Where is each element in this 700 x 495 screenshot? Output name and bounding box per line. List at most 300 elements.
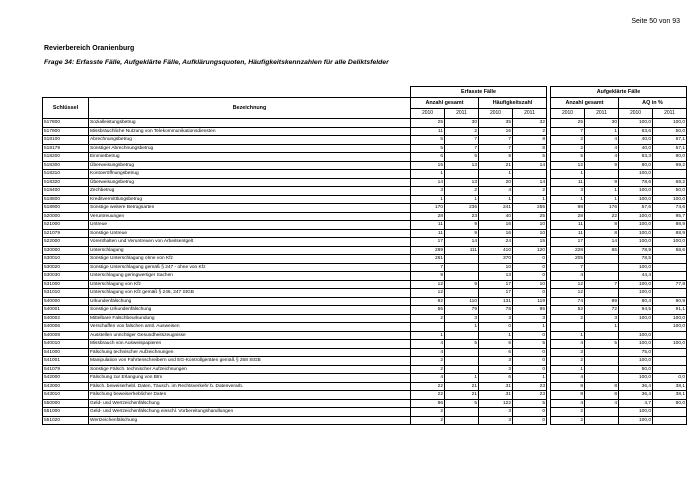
aq-2011 bbox=[653, 416, 687, 425]
aufgeklaert-2011: 65 bbox=[585, 246, 619, 255]
desc-cell: Missbräuchliche Nutzung von Telekommunikationsdiensten bbox=[89, 127, 411, 136]
desc-cell: Verschaffen von falschen amtl. Ausweisen bbox=[89, 323, 411, 332]
year-header: 2010 bbox=[411, 109, 445, 119]
hz-2010: 1 bbox=[479, 170, 513, 179]
aq-2010: 100,0 bbox=[619, 263, 653, 272]
erfasst-2011: 110 bbox=[445, 297, 479, 306]
table-row bbox=[43, 212, 687, 221]
aufgeklaert-2010: 1 bbox=[551, 331, 585, 340]
erfasst-2011: 9 bbox=[445, 221, 479, 230]
key-cell: 521000 bbox=[43, 221, 89, 230]
aq-2010: 100,0 bbox=[619, 340, 653, 349]
table-row bbox=[43, 170, 687, 179]
key-cell: 517900 bbox=[43, 127, 89, 136]
aufgeklaert-2010: 28 bbox=[551, 212, 585, 221]
table-row bbox=[43, 144, 687, 153]
aq-2011: 74,6 bbox=[653, 204, 687, 213]
aufgeklaert-2010: 4 bbox=[551, 374, 585, 383]
hz-2011: 5 bbox=[513, 153, 547, 162]
erfasst-2011: 30 bbox=[445, 119, 479, 128]
hz-2010: 13 bbox=[479, 272, 513, 281]
aq-2011: 100,0 bbox=[653, 238, 687, 247]
erfasst-2011: 79 bbox=[445, 306, 479, 315]
aq-2011: 69,2 bbox=[653, 161, 687, 170]
desc-cell: Veruntreuungen bbox=[89, 212, 411, 221]
aufgeklaert-2011: 30 bbox=[585, 119, 619, 128]
aq-2010: 100,0 bbox=[619, 416, 653, 425]
table-row bbox=[43, 195, 687, 204]
table-row bbox=[43, 306, 687, 315]
aq-2011: 88,9 bbox=[653, 229, 687, 238]
aq-2010: 36,4 bbox=[619, 391, 653, 400]
aufgeklaert-2010: 3 bbox=[551, 348, 585, 357]
aufgeklaert-2011 bbox=[585, 263, 619, 272]
aufgeklaert-2010: 11 bbox=[551, 178, 585, 187]
aq-2010: 80,0 bbox=[619, 161, 653, 170]
year-header: 2011 bbox=[513, 109, 547, 119]
desc-cell: Fälschung technischer Aufzeichnungen bbox=[89, 348, 411, 357]
aufgeklaert-2011: 1 bbox=[585, 187, 619, 196]
hz-2011: 85 bbox=[513, 306, 547, 315]
erfasst-2011: 23 bbox=[445, 212, 479, 221]
hz-2011: 0 bbox=[513, 272, 547, 281]
table-row bbox=[43, 136, 687, 145]
hz-2011: 10 bbox=[513, 280, 547, 289]
aufgeklaert-2010: 11 bbox=[551, 221, 585, 230]
hz-2011: 23 bbox=[513, 391, 547, 400]
erfasst-2011: 1 bbox=[445, 195, 479, 204]
erfasst-2010: 86 bbox=[411, 399, 445, 408]
key-cell: 518320 bbox=[43, 178, 89, 187]
aufgeklaert-2010: 2 bbox=[551, 136, 585, 145]
desc-cell: Geld- und Wertzeichenfälschung einschl. Vorbereitungshandlungen bbox=[89, 408, 411, 417]
aq-2010: 100,0 bbox=[619, 212, 653, 221]
aq-2011: 80,0 bbox=[653, 153, 687, 162]
aufgeklaert-2011 bbox=[585, 289, 619, 298]
hz-2010: 17 bbox=[479, 280, 513, 289]
desc-cell: Vorenthalten und Veruntreuen von Arbeitsentgelt bbox=[89, 238, 411, 247]
desc-cell: Fälsch. beweiserhebl. Daten, Täusch. im Rechtsverkehr b. Datenverarb. bbox=[89, 382, 411, 391]
key-cell: 518179 bbox=[43, 144, 89, 153]
key-cell: 540002 bbox=[43, 314, 89, 323]
aq-2011: 100,0 bbox=[653, 340, 687, 349]
aq-2011 bbox=[653, 348, 687, 357]
aq-2011: 100,0 bbox=[653, 314, 687, 323]
key-cell: 518900 bbox=[43, 204, 89, 213]
key-cell: 530020 bbox=[43, 263, 89, 272]
aufgeklaert-2011: 9 bbox=[585, 178, 619, 187]
aq-2011 bbox=[653, 263, 687, 272]
key-cell: 540010 bbox=[43, 340, 89, 349]
hz-2011: 0 bbox=[513, 289, 547, 298]
table-row bbox=[43, 161, 687, 170]
aufgeklaert-2011: 7 bbox=[585, 280, 619, 289]
erfasst-2010: 1 bbox=[411, 170, 445, 179]
hz-2010: 78 bbox=[479, 306, 513, 315]
key-cell: 530030 bbox=[43, 272, 89, 281]
hz-2011: 1 bbox=[513, 195, 547, 204]
header-anzahl-gesamt: Anzahl gesamt bbox=[411, 98, 479, 109]
aq-2010: 40,0 bbox=[619, 144, 653, 153]
aq-2010: 50,0 bbox=[619, 365, 653, 374]
aufgeklaert-2010: 2 bbox=[551, 314, 585, 323]
aq-2010: 78,9 bbox=[619, 246, 653, 255]
aq-2010: 100,0 bbox=[619, 195, 653, 204]
erfasst-2010: 4 bbox=[411, 348, 445, 357]
erfasst-2010: 2 bbox=[411, 408, 445, 417]
aufgeklaert-2010: 3 bbox=[551, 187, 585, 196]
hz-2010: 16 bbox=[479, 229, 513, 238]
hz-2010: 3 bbox=[479, 408, 513, 417]
aufgeklaert-2011: 8 bbox=[585, 229, 619, 238]
aq-2011 bbox=[653, 408, 687, 417]
desc-cell: Sonstige Untreue bbox=[89, 229, 411, 238]
erfasst-2011 bbox=[445, 416, 479, 425]
aufgeklaert-2011: 4 bbox=[585, 144, 619, 153]
erfasst-2010: 1 bbox=[411, 195, 445, 204]
aq-2011: 95,7 bbox=[653, 212, 687, 221]
hz-2011: 14 bbox=[513, 178, 547, 187]
erfasst-2010: 3 bbox=[411, 187, 445, 196]
erfasst-2010: 5 bbox=[411, 144, 445, 153]
hz-2010: 20 bbox=[479, 178, 513, 187]
erfasst-2010: 170 bbox=[411, 204, 445, 213]
erfasst-2010: 22 bbox=[411, 391, 445, 400]
hz-2011: 0 bbox=[513, 408, 547, 417]
aq-2011: 38,1 bbox=[653, 382, 687, 391]
erfasst-2010: 11 bbox=[411, 229, 445, 238]
hz-2011: 10 bbox=[513, 221, 547, 230]
erfasst-2011: 7 bbox=[445, 136, 479, 145]
aq-2011 bbox=[653, 357, 687, 366]
erfasst-2011 bbox=[445, 263, 479, 272]
aq-2010: 36,4 bbox=[619, 382, 653, 391]
table-row bbox=[43, 416, 687, 425]
erfasst-2011: 236 bbox=[445, 204, 479, 213]
table-row bbox=[43, 153, 687, 162]
erfasst-2011 bbox=[445, 357, 479, 366]
table-row bbox=[43, 127, 687, 136]
key-cell: 541079 bbox=[43, 365, 89, 374]
year-header: 2011 bbox=[585, 109, 619, 119]
header-schluessel: Schlüssel bbox=[43, 98, 89, 119]
erfasst-2011: 2 bbox=[445, 187, 479, 196]
hz-2010: 410 bbox=[479, 246, 513, 255]
aq-2010: 100,0 bbox=[619, 229, 653, 238]
desc-cell: Untreue bbox=[89, 221, 411, 230]
desc-cell: Überweisungsbetrug bbox=[89, 161, 411, 170]
key-cell: 517800 bbox=[43, 119, 89, 128]
key-cell: 530010 bbox=[43, 255, 89, 264]
aq-2010: 80,4 bbox=[619, 297, 653, 306]
table-row bbox=[43, 178, 687, 187]
key-cell: 522000 bbox=[43, 238, 89, 247]
aq-2011 bbox=[653, 331, 687, 340]
aq-2010: 100,0 bbox=[619, 280, 653, 289]
erfasst-2011 bbox=[445, 408, 479, 417]
desc-cell: Manipulation von Fahrtenschreibern und EG-Kontrollgeräten gemäß § 268 StGB bbox=[89, 357, 411, 366]
hz-2010: 40 bbox=[479, 212, 513, 221]
key-cell: 520000 bbox=[43, 212, 89, 221]
aufgeklaert-2010: 4 bbox=[551, 272, 585, 281]
aufgeklaert-2011 bbox=[585, 416, 619, 425]
table-row bbox=[43, 382, 687, 391]
key-cell: 543010 bbox=[43, 391, 89, 400]
aufgeklaert-2010: 1 bbox=[551, 195, 585, 204]
erfasst-2010: 6 bbox=[411, 153, 445, 162]
aufgeklaert-2011: 72 bbox=[585, 306, 619, 315]
table-row bbox=[43, 391, 687, 400]
hz-2011: 10 bbox=[513, 229, 547, 238]
aufgeklaert-2010: 8 bbox=[551, 391, 585, 400]
table-row bbox=[43, 340, 687, 349]
table-row bbox=[43, 263, 687, 272]
aq-2010: 100,0 bbox=[619, 357, 653, 366]
aq-2011: 0,0 bbox=[653, 374, 687, 383]
region-title: Revierbereich Oranienburg bbox=[44, 45, 135, 52]
aufgeklaert-2011: 5 bbox=[585, 340, 619, 349]
hz-2011: 0 bbox=[513, 263, 547, 272]
erfasst-2010: 2 bbox=[411, 416, 445, 425]
table-row bbox=[43, 297, 687, 306]
erfasst-2011: 1 bbox=[445, 374, 479, 383]
aufgeklaert-2010: 228 bbox=[551, 246, 585, 255]
key-cell: 543000 bbox=[43, 382, 89, 391]
aq-2010: 100,0 bbox=[619, 408, 653, 417]
key-cell: 531000 bbox=[43, 280, 89, 289]
aufgeklaert-2010: 74 bbox=[551, 297, 585, 306]
hz-2010: 3 bbox=[479, 416, 513, 425]
aufgeklaert-2010: 7 bbox=[551, 127, 585, 136]
key-cell: 530000 bbox=[43, 246, 89, 255]
erfasst-2011 bbox=[445, 272, 479, 281]
hz-2010: 17 bbox=[479, 289, 513, 298]
hz-2010: 6 bbox=[479, 374, 513, 383]
erfasst-2011 bbox=[445, 348, 479, 357]
table-row bbox=[43, 204, 687, 213]
table-row bbox=[43, 314, 687, 323]
erfasst-2011: 9 bbox=[445, 229, 479, 238]
aq-2011: 91,1 bbox=[653, 306, 687, 315]
desc-cell: Unterschlagung geringwertiger Sachen bbox=[89, 272, 411, 281]
hz-2011: 14 bbox=[513, 161, 547, 170]
table-row bbox=[43, 374, 687, 383]
desc-cell: Überweisungsbetrug bbox=[89, 178, 411, 187]
desc-cell: Urkundenfälschung bbox=[89, 297, 411, 306]
hz-2010: 3 bbox=[479, 365, 513, 374]
hz-2011: 23 bbox=[513, 382, 547, 391]
hz-2010: 31 bbox=[479, 382, 513, 391]
erfasst-2010: 9 bbox=[411, 272, 445, 281]
desc-cell: Sozialleistungsbetrug bbox=[89, 119, 411, 128]
aq-2010: 100,0 bbox=[619, 221, 653, 230]
aufgeklaert-2011 bbox=[585, 170, 619, 179]
erfasst-2011: 1 bbox=[445, 323, 479, 332]
desc-cell: Sonstige Fälsch. technischer Aufzeichnungen bbox=[89, 365, 411, 374]
header-aufgeklaerte: Aufgeklärte Fälle bbox=[551, 87, 687, 98]
erfasst-2011 bbox=[445, 255, 479, 264]
aq-2010: 63,6 bbox=[619, 127, 653, 136]
erfasst-2010: 17 bbox=[411, 238, 445, 247]
hz-2010: 16 bbox=[479, 127, 513, 136]
erfasst-2011: 2 bbox=[445, 127, 479, 136]
aq-2010: 100,0 bbox=[619, 314, 653, 323]
desc-cell: Sonstige Urkundenfälschung bbox=[89, 306, 411, 315]
desc-cell: Unterschlagung von Kfz gemäß § 246, 247 StGB bbox=[89, 289, 411, 298]
desc-cell: Mittelbare Falschbeurkundung bbox=[89, 314, 411, 323]
aufgeklaert-2011 bbox=[585, 408, 619, 417]
hz-2010: 4 bbox=[479, 187, 513, 196]
aq-2011: 80,0 bbox=[653, 399, 687, 408]
aufgeklaert-2010: 12 bbox=[551, 161, 585, 170]
hz-2010: 35 bbox=[479, 119, 513, 128]
hz-2010: 3 bbox=[479, 314, 513, 323]
key-cell: 518400 bbox=[43, 187, 89, 196]
key-cell: 540000 bbox=[43, 297, 89, 306]
hz-2010: 16 bbox=[479, 221, 513, 230]
erfasst-2010: 25 bbox=[411, 119, 445, 128]
aufgeklaert-2011: 1 bbox=[585, 323, 619, 332]
hz-2010: 0 bbox=[479, 323, 513, 332]
erfasst-2011: 5 bbox=[445, 399, 479, 408]
hz-2011: 32 bbox=[513, 119, 547, 128]
table-row bbox=[43, 255, 687, 264]
erfasst-2011 bbox=[445, 289, 479, 298]
aq-2011 bbox=[653, 289, 687, 298]
aufgeklaert-2011: 1 bbox=[585, 127, 619, 136]
table-row bbox=[43, 229, 687, 238]
aq-2011: 57,1 bbox=[653, 144, 687, 153]
key-cell: 518200 bbox=[43, 153, 89, 162]
aq-2010: 40,0 bbox=[619, 136, 653, 145]
erfasst-2011: 13 bbox=[445, 161, 479, 170]
table-row bbox=[43, 238, 687, 247]
hz-2011: 2 bbox=[513, 127, 547, 136]
key-cell: 540001 bbox=[43, 306, 89, 315]
hz-2011 bbox=[513, 170, 547, 179]
header-anzahl-gesamt-aufgeklaert: Anzahl gesamt bbox=[551, 98, 619, 109]
aufgeklaert-2011 bbox=[585, 255, 619, 264]
key-cell: 518300 bbox=[43, 161, 89, 170]
key-cell: 518100 bbox=[43, 136, 89, 145]
aufgeklaert-2010: 2 bbox=[551, 144, 585, 153]
header-erfasste: Erfasste Fälle bbox=[411, 87, 547, 98]
table-row bbox=[43, 348, 687, 357]
aufgeklaert-2010: 1 bbox=[551, 170, 585, 179]
aufgeklaert-2010: 5 bbox=[551, 153, 585, 162]
statistics-table bbox=[42, 86, 687, 425]
erfasst-2010: 2 bbox=[411, 365, 445, 374]
aq-2010: 100,0 bbox=[619, 119, 653, 128]
desc-cell: Fälschung zur Erlangung von Btm bbox=[89, 374, 411, 383]
key-cell: 531010 bbox=[43, 289, 89, 298]
hz-2010: 3 bbox=[479, 357, 513, 366]
desc-cell: Zechbetrug bbox=[89, 187, 411, 196]
erfasst-2010: 28 bbox=[411, 212, 445, 221]
hz-2011: 5 bbox=[513, 399, 547, 408]
desc-cell: Geld- und Wertzeichenfälschung bbox=[89, 399, 411, 408]
aq-2011: 80,9 bbox=[653, 297, 687, 306]
erfasst-2010: 4 bbox=[411, 340, 445, 349]
hz-2011: 2 bbox=[513, 187, 547, 196]
table-row bbox=[43, 365, 687, 374]
aufgeklaert-2010: 4 bbox=[551, 399, 585, 408]
key-cell: 518310 bbox=[43, 170, 89, 179]
aq-2011: 50,0 bbox=[653, 127, 687, 136]
hz-2011: 1 bbox=[513, 374, 547, 383]
hz-2011: 8 bbox=[513, 136, 547, 145]
report-subtitle: Frage 34: Erfasste Fälle, Aufgeklärte Fälle, Aufklärungsquoten, Häufigkeitskennzahlen für alle Deliktsfelder bbox=[44, 59, 389, 66]
hz-2010: 31 bbox=[479, 391, 513, 400]
table-row bbox=[43, 280, 687, 289]
hz-2011: 15 bbox=[513, 238, 547, 247]
aufgeklaert-2011 bbox=[585, 272, 619, 281]
erfasst-2011 bbox=[445, 170, 479, 179]
aufgeklaert-2011 bbox=[585, 365, 619, 374]
erfasst-2011: 13 bbox=[445, 178, 479, 187]
table-row bbox=[43, 187, 687, 196]
aufgeklaert-2011: 8 bbox=[585, 221, 619, 230]
aq-2010: 100,0 bbox=[619, 374, 653, 383]
erfasst-2011: 21 bbox=[445, 391, 479, 400]
aufgeklaert-2011: 4 bbox=[585, 153, 619, 162]
aq-2010: 100,0 bbox=[619, 238, 653, 247]
aq-2010: 78,6 bbox=[619, 178, 653, 187]
key-cell: 551020 bbox=[43, 416, 89, 425]
aufgeklaert-2010: 11 bbox=[551, 229, 585, 238]
desc-cell: Unterschlagung bbox=[89, 246, 411, 255]
key-cell: 551000 bbox=[43, 408, 89, 417]
erfasst-2010: 289 bbox=[411, 246, 445, 255]
erfasst-2010: 92 bbox=[411, 297, 445, 306]
aufgeklaert-2011: 14 bbox=[585, 238, 619, 247]
hz-2010: 122 bbox=[479, 399, 513, 408]
key-cell: 521079 bbox=[43, 229, 89, 238]
aufgeklaert-2010: 4 bbox=[551, 340, 585, 349]
aq-2011: 100,0 bbox=[653, 195, 687, 204]
key-cell: 550000 bbox=[43, 399, 89, 408]
erfasst-2010: 4 bbox=[411, 374, 445, 383]
hz-2010: 1 bbox=[479, 195, 513, 204]
erfasst-2011 bbox=[445, 365, 479, 374]
aq-2010: 100,0 bbox=[619, 289, 653, 298]
aq-2011: 69,2 bbox=[653, 178, 687, 187]
erfasst-2010: 15 bbox=[411, 161, 445, 170]
desc-cell: Missbrauch von Ausweispapieren bbox=[89, 340, 411, 349]
erfasst-2010: 55 bbox=[411, 306, 445, 315]
hz-2011: 0 bbox=[513, 365, 547, 374]
aufgeklaert-2010: 2 bbox=[551, 416, 585, 425]
aufgeklaert-2011: 4 bbox=[585, 136, 619, 145]
aq-2010: 78,5 bbox=[619, 255, 653, 264]
aufgeklaert-2011: 4 bbox=[585, 399, 619, 408]
desc-cell: Kreditvermittlungsbetrug bbox=[89, 195, 411, 204]
aq-2010: 44,4 bbox=[619, 272, 653, 281]
hz-2011: 119 bbox=[513, 297, 547, 306]
aufgeklaert-2010: 12 bbox=[551, 280, 585, 289]
key-cell: 542000 bbox=[43, 374, 89, 383]
erfasst-2010: 12 bbox=[411, 289, 445, 298]
hz-2011: 0 bbox=[513, 255, 547, 264]
hz-2010: 9 bbox=[479, 153, 513, 162]
header-haeufigkeitszahl: Häufigkeitszahl bbox=[479, 98, 547, 109]
aufgeklaert-2011: 8 bbox=[585, 391, 619, 400]
table-row bbox=[43, 272, 687, 281]
aq-2011: 57,1 bbox=[653, 136, 687, 145]
table-row bbox=[43, 119, 687, 128]
hz-2011: 8 bbox=[513, 144, 547, 153]
erfasst-2010: 7 bbox=[411, 263, 445, 272]
